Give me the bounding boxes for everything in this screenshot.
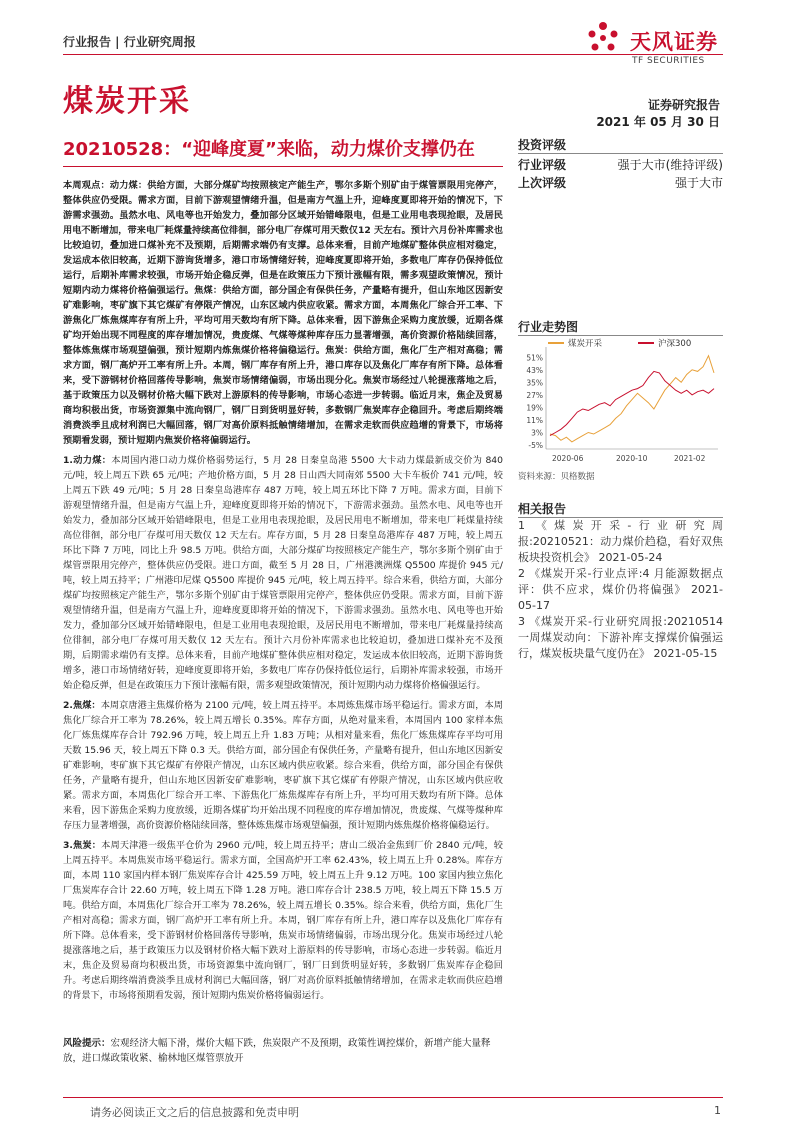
y-tick-label: 35% bbox=[526, 378, 543, 388]
page-number: 1 bbox=[714, 1104, 721, 1117]
trend-divider bbox=[518, 335, 723, 336]
subtitle-divider bbox=[63, 166, 503, 167]
section-text: 本周天津港一级焦平仓价为 2960 元/吨，较上周五持平；唐山二级冶金焦到厂价 2840 元/吨，较上周五持平。本周焦炭市场平稳运行。需求方面，全国高炉开工率 62.43%，较上周五上升 0.28%。库存方面，本周 110 家国内样本钢厂焦炭库存合计 425.59 万吨，较上周五上升 9.12 万吨。100 家国内独立焦化厂焦炭库存合计 22.60 万吨，较上周五下降 1.28 万吨。港口库存合计 238.5 万吨，较上周五下降 15.5 万吨。供给方面，本周焦化厂综合开工率为 78.26%，较上周五增长 0.35%。综合来看，供给方面，焦化厂生产相对高稳；需求方面，钢厂高炉开工率有所上升。本周，钢厂库存有所上升，港口库存以及焦化厂库存有所下降。总体看来，受下游钢材价格回落传导影响，焦炭市场情绪偏弱，市场出现分化。焦炭市场经过八轮提涨落地之后，基于政策压力以及钢材价格大幅下跌对上游原料的传导影响，市场心态进一步转弱。临近月末，焦企及贸易商均积极出货，市场资源集中流向钢厂，钢厂日到货明显好转，多数钢厂焦炭库存企稳回升。考虑后期终端消费淡季且成材利润已大幅回落，钢厂对高价原料抵触情绪增加，在需求走软而供应趋增的背景下，市场将预期看发弱，预计短期内焦炭价格将偏弱运行。 bbox=[63, 840, 503, 1001]
section-text: 本周京唐港主焦煤价格为 2100 元/吨，较上周五持平。本周炼焦煤市场平稳运行。需求方面，本周焦化厂综合开工率为 78.26%，较上周五增长 0.35%。库存方面，从绝对量来看，本周国内 100 家样本焦化厂炼焦煤库存合计 792.96 万吨，较上周五上升 1.83 万吨；从相对量来看，焦化厂炼焦煤库存平均可用天数 15.96 天，较上周五下降 0.3 天。供给方面，部分国企有保供任务，产量略有提升，但山东地区因新安矿难影响，枣矿旗下其它煤矿有停限产情况，山东区域内供应收紧。综合来看，供给方面，部分国企有保供任务，产量略有提升，但山东地区因新安矿难影响，枣矿旗下其它煤矿有停限产情况，山东区域内供应收紧。需求方面，本周焦化厂综合开工率、下游焦化厂炼焦煤库存有所上升，平均可用天数均有所下降。总体来看，因下游焦企采购力度放缓，近期各煤矿均开始出现不同程度的库存增加情况，贵废煤、气煤等煤种库存压力显著增强，高价资源价格陆续回落，整体炼焦煤市场观望偏强，预计短期内炼焦煤价格将偏稳运行。 bbox=[63, 700, 503, 831]
company-name-cn: 天风证券 bbox=[630, 30, 718, 54]
rating-heading: 投资评级 bbox=[518, 138, 567, 152]
x-tick-label: 2021-02 bbox=[674, 454, 706, 463]
rating-divider bbox=[518, 153, 723, 154]
rating-key: 上次评级 bbox=[518, 176, 567, 190]
main-body bbox=[63, 178, 503, 1008]
section-title: 1.动力煤： bbox=[63, 455, 112, 466]
summary-paragraph bbox=[63, 178, 503, 448]
report-category: 行业报告 | 行业研究周报 bbox=[63, 35, 196, 49]
section-title: 3.焦炭： bbox=[63, 840, 102, 851]
report-subtitle: 20210528：“迎峰度夏”来临，动力煤价支撑仍在 bbox=[63, 139, 475, 160]
summary-label: 本周观点： bbox=[63, 180, 110, 191]
legend-label: 沪深300 bbox=[658, 339, 692, 349]
report-date: 2021 年 05 月 30 日 bbox=[596, 115, 720, 129]
footer-disclaimer: 请务必阅读正文之后的信息披露和免责申明 bbox=[90, 1106, 299, 1119]
y-tick-label: 51% bbox=[526, 353, 543, 363]
rating-row-industry bbox=[518, 156, 723, 173]
footer-divider bbox=[63, 1097, 723, 1098]
rating-row-previous bbox=[518, 174, 723, 191]
y-tick-label: 11% bbox=[526, 415, 543, 425]
related-item[interactable]: 2 《煤炭开采-行业点评:4 月能源数据点评：供不应求，煤价仍将偏强》 2021-05-17 bbox=[518, 567, 723, 612]
legend-label: 煤炭开采 bbox=[568, 339, 603, 349]
risk-warning bbox=[63, 1036, 503, 1066]
trend-chart bbox=[518, 337, 723, 467]
series-line bbox=[550, 356, 714, 442]
chart-source: 资料来源：贝格数据 bbox=[518, 472, 595, 482]
x-tick-label: 2020-10 bbox=[616, 454, 648, 463]
summary-text: 动力煤：供给方面，大部分煤矿均按照核定产能生产，鄂尔多斯个别矿由于煤管票限用完停产，整体供应仍受限。需求方面，目前下游观望情绪升温，但是南方气温上升，迎峰度夏即将开始的情况下，下游需求强劲。虽然水电、风电等也开始发力，叠加部分区域开始错峰限电，但是工业用电表现抢眼，及居民用电不断增加，带来电厂耗煤量持续高位徘徊，部分电厂存煤可用天数仅12 天左右。预计六月份补库需求也比较迫切，叠加进口煤补充不及预期，后期需求端仍有支撑。总体来看，目前产地煤矿整体供应相对稳定，发运成本依旧较高，近期下游询货增多，港口市场情绪好转，迎峰度夏即将开始，多数电厂库存仍保持低位运行，后期补库需求较强，市场开始企稳反弹，但是在政策压力下预计涨幅有限，需多观望政策情况，预计短期内动力煤将价格偏强运行。焦煤：供给方面，部分国企有保供任务，产量略有提升，但山东地区因新安矿难影响，枣矿旗下其它煤矿有停限产情况，山东区域内供应收紧。需求方面，本周焦化厂综合开工率、下游焦化厂炼焦煤库存有所上升，平均可用天数均有所下降。总体来看，因下游焦企采购力度放缓，近期各煤矿均开始出现不同程度的库存增加情况，贵废煤、气煤等煤种库存压力显著增强，高价资源价格陆续回落，整体炼焦煤市场观望偏强，预计短期内炼焦煤价格将偏稳运行。焦炭：供给方面，焦化厂生产相对高稳；需求方面，钢厂高炉开工率有所上升。本周，钢厂库存有所上升，港口库存以及焦化厂库存有所下降。总体看来，受下游钢材价格回落传导影响，焦炭市场情绪偏弱，市场出现分化。焦炭市场经过八轮提涨落地之后，基于政策压力以及钢材价格大幅下跌对上游原料的传导影响，市场心态进一步转弱。临近月末，焦企及贸易商均积极出货，市场资源集中流向钢厂，钢厂日到货明显好转，多数钢厂焦炭库存企稳回升。考虑后期终端消费淡季且成材利润已大幅回落，钢厂对高价原料抵触情绪增加，在需求走软而供应趋增的背景下，市场将预期看发弱，预计短期内焦炭价格将偏弱运行。 bbox=[63, 180, 503, 446]
rating-value: 强于大市(维持评级) bbox=[617, 158, 723, 172]
y-tick-label: 27% bbox=[526, 390, 543, 400]
risk-label: 风险提示： bbox=[63, 1038, 111, 1049]
related-item[interactable]: 3 《煤炭开采-行业研究周报:20210514 一周煤炭动向：下游补库支撑煤价偏强运行，煤炭板块量气度仍在》 2021-05-15 bbox=[518, 615, 723, 660]
company-name-en: TF SECURITIES bbox=[632, 56, 705, 66]
y-tick-label: 19% bbox=[526, 403, 543, 413]
section-coking-coal bbox=[63, 698, 503, 833]
header-divider bbox=[63, 54, 723, 55]
series-line bbox=[550, 371, 714, 435]
section-coal bbox=[63, 453, 503, 693]
related-list bbox=[518, 518, 723, 662]
report-type: 证券研究报告 bbox=[647, 98, 720, 112]
rating-value: 强于大市 bbox=[674, 176, 723, 190]
related-item[interactable]: 1 《煤炭开采-行业研究周报:20210521：动力煤价趋稳，看好双焦板块投资机会》 2021-05-24 bbox=[518, 519, 723, 564]
rating-key: 行业评级 bbox=[518, 158, 567, 172]
tf-logo-icon bbox=[585, 20, 621, 56]
x-tick-label: 2020-06 bbox=[552, 454, 584, 463]
risk-text: 宏观经济大幅下滑，煤价大幅下跌，焦炭限产不及预期，政策性调控煤价，新增产能大量释放，进口煤政策收紧、榆林地区煤管票放开 bbox=[63, 1038, 491, 1064]
y-tick-label: -5% bbox=[528, 441, 543, 450]
related-heading: 相关报告 bbox=[518, 502, 567, 516]
industry-title: 煤炭开采 bbox=[63, 84, 191, 119]
trend-heading: 行业走势图 bbox=[518, 320, 579, 334]
section-coke bbox=[63, 838, 503, 1003]
y-tick-label: 3% bbox=[531, 428, 543, 438]
section-title: 2.焦煤： bbox=[63, 700, 101, 711]
section-text: 本周国内港口动力煤价格弱势运行，5 月 28 日秦皇岛港 5500 大卡动力煤最新成交价为 840 元/吨，较上周五下跌 65 元/吨；产地价格方面，5 月 28 日山西大同南郊 5500 大卡车板价 741 元/吨，较上周五下跌 49 元/吨；5 月 28 日秦皇岛港库存 487 万吨，较上周五环比下降 7 万吨。需求方面，目前下游观望情绪升温，但是南方气温上升，迎峰度夏即将开始的情况下，下游需求强劲。虽然水电、风电等也开始发力，叠加部分区域开始错峰限电，但是工业用电表现抢眼，及居民用电不断增加，带来电厂耗煤量持续高位徘徊，部分电厂存煤可用天数仅 12 天左右。库存方面，5 月 28 日秦皇岛港库存 487 万吨，较上周五环比下降 7 万吨，同比上升 98.5 万吨。供给方面，大部分煤矿均按照核定产能生产，鄂尔多斯个别矿由于煤管票限用完停产，整体供应仍受限。进口方面，截至 5 月 28 日，广州港澳洲煤 Q5500 库提价 945 元/吨，较上周五持平；广州港印尼煤 Q5500 库提价 945 元/吨，较上周五持平。综合来看，供给方面，大部分煤矿均按照核定产能生产，鄂尔多斯个别矿由于煤管票限用完停产，整体供应仍受限。需求方面，目前下游观望情绪升温，但是南方气温上升，迎峰度夏即将开始的情况下，下游需求强劲。虽然水电、风电等也开始发力，叠加部分区域开始错峰限电，但是工业用电表现抢眼，及居民用电不断增加，带来电厂耗煤量持续高位徘徊，部分电厂存煤可用天数仅 12 天左右。预计六月份补库需求也比较迫切，叠加进口煤补充不及预期，后期需求端仍有支撑。总体来看，目前产地煤矿整体供应相对稳定，发运成本依旧较高，近期下游询货增多，港口市场情绪好转，迎峰度夏即将开始，多数电厂库存仍保持低位运行，后期补库需求较强，市场开始企稳反弹，但是在政策压力下预计涨幅有限，需多观望政策情况，预计短期内动力煤将价格偏强运行。 bbox=[63, 455, 503, 691]
y-tick-label: 43% bbox=[526, 365, 543, 375]
